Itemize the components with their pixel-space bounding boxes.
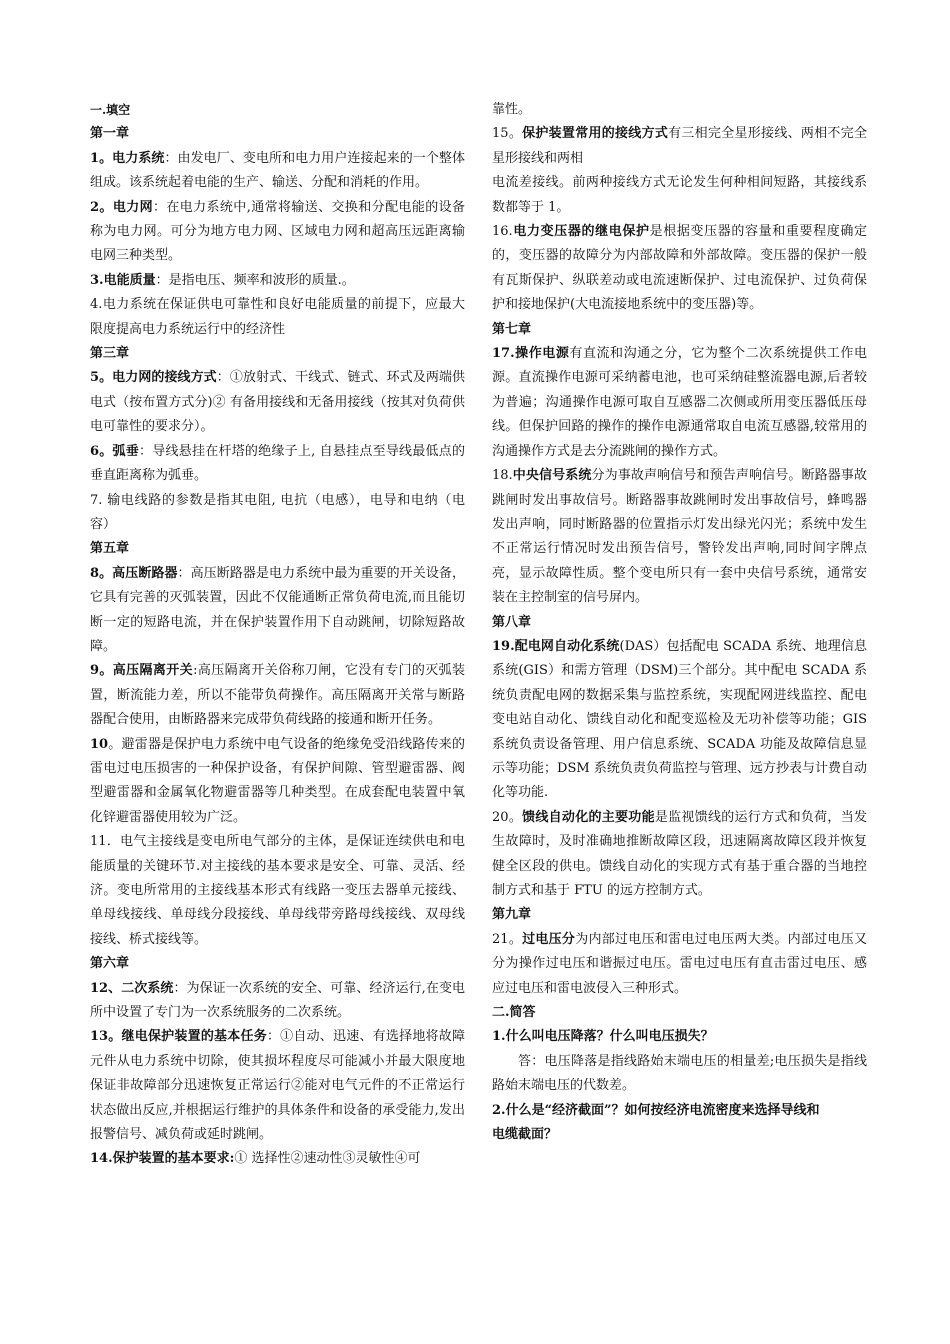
- item-18: 18.中央信号系统分为事故声响信号和预告声响信号。断路器事故跳闸时发出事故信号。断路器事故跳闸时发出事故信号，蜂鸣器发出声响，同时断路器的位置指示灯发出绿光闪光；系统中发生不正常运行情况时发出预告信号，警铃发出声响,同时间字牌点亮，显示故障性质。整个变电所只有一套中央信号系统，通常安装在主控制室的信号屏内。: [492, 468, 867, 606]
- item-term: 9。高压隔离开关: [90, 663, 194, 679]
- item-1: 1。电力系统：由发电厂、变电所和电力用户连接起来的一个整体组成。该系统起着电能的生产、输送、分配和消耗的作用。: [90, 150, 465, 191]
- item-16: 16.电力变压器的继电保护是根据变压器的容量和重要程度确定的，变压器的故障分为内部故障和外部故障。变压器的保护一般有瓦斯保护、纵联差动或电流速断保护、过电流保护、过负荷保护和接地保护(大电流接地系统中的变压器)等。: [492, 224, 867, 313]
- item-term: 3.电能质量: [90, 272, 156, 288]
- item-7: 7. 输电线路的参数是指其电阻, 电抗（电感），电导和电纳（电容）: [90, 492, 465, 532]
- item-term: 19.配电网自动化系统: [492, 638, 620, 654]
- item-17: 17.操作电源有直流和沟通之分，它为整个二次系统提供工作电源。直流操作电源可采纳蓄电池，也可采纳硅整流器电源,后者较为普遍；沟通操作电源可取自互感器二次侧或所用变压器低压母线。但保护回路的操作的操作电源通常取自电流互感器,较常用的沟通操作方式是去分流跳闸的操作方式。: [492, 346, 867, 459]
- item-12: 12、二次系统：为保证一次系统的安全、可靠、经济运行,在变电所中设置了专门为一次系统服务的二次系统。: [90, 980, 466, 1021]
- item-term: 电力变压器的继电保护: [512, 224, 650, 240]
- item-10: 10。避雷器是保护电力系统中电气设备的绝缘免受沿线路传来的雷电过电压损害的一种保护设备，有保护间隙、管型避雷器、阀型避雷器和金属氧化物避雷器等几种类型。在成套配电装置中氧化锌避雷器使用较为广泛。: [90, 736, 465, 825]
- item-term: 14.保护装置的基本要求:: [90, 1151, 235, 1167]
- question-2-continued: 电缆截面？: [492, 1127, 558, 1143]
- item-term: 6。弧垂: [90, 443, 140, 459]
- chapter-heading: 第八章: [492, 614, 532, 630]
- item-term: 12、二次系统: [90, 980, 174, 996]
- chapter-heading: 第七章: [492, 321, 532, 337]
- answer-1: 答：电压降落是指线路始末端电压的相量差;电压损失是指线路始末端电压的代数差。: [492, 1053, 867, 1094]
- chapter-heading: 第一章: [90, 126, 130, 142]
- question-2: 2.什么是“经济截面”？如何按经济电流密度来选择导线和: [492, 1102, 820, 1118]
- item-20: 20。馈线自动化的主要功能是监视馈线的运行方式和负荷，当发生故障时，及时准确地推断故障区段，迅速隔离故障区段并恢复健全区段的供电。馈线自动化的实现方式有基于重合器的当地控制方式和基于 FTU 的远方控制方式。: [492, 809, 867, 898]
- item-5: 5。电力网的接线方式：①放射式、干线式、链式、环式及两端供电式（按布置方式分)② 有备用接线和无备用接线（按其对负荷供电可靠性的要求分）。: [90, 370, 465, 435]
- item-15-continued: 电流差接线。前两种接线方式无论发生何种相间短路，其接线系数都等于 1。: [492, 175, 867, 215]
- chapter-heading: 第三章: [90, 346, 130, 362]
- item-11: 11．电气主接线是变电所电气部分的主体，是保证连续供电和电能质量的关键环节.对主接线的基本要求是安全、可靠、灵活、经济。变电所常用的主接线基本形式有线路一变压去器单元接线、单母线接线、单母线分段接线、单母线带旁路母线接线、双母线接线、桥式接线等。: [90, 834, 465, 947]
- item-15: 15。保护装置常用的接线方式有三相完全星形接线、两相不完全星形接线和两相: [492, 126, 867, 166]
- left-column: [90, 98, 465, 1172]
- item-3: 3.电能质量：是指电压、频率和波形的质量.。: [90, 272, 355, 288]
- item-term: 10: [90, 736, 109, 752]
- chapter-heading: 第九章: [492, 907, 532, 923]
- question-1: 1.什么叫电压降落？什么叫电压损失？: [492, 1029, 714, 1045]
- section-title-short-answer: 二.简答: [492, 1005, 536, 1021]
- item-term: 过电压分: [522, 931, 576, 947]
- section-title-fill-blank: 一.填空: [90, 103, 131, 117]
- item-term: 中央信号系统: [512, 468, 592, 484]
- chapter-heading: 第五章: [90, 541, 130, 557]
- item-term: 1。电力系统: [90, 150, 165, 166]
- item-8: 8。高压断路器：高压断路器是电力系统中最为重要的开关设备，它具有完善的灭弧装置，因此不仅能通断正常负荷电流,而且能切断一定的短路电流，并在保护装置作用下自动跳闸，切除短路故障。: [90, 565, 465, 654]
- item-2: 2。电力网：在电力系统中,通常将输送、交换和分配电能的设备称为电力网。可分为地方电力网、区域电力网和超高压远距离输电网三种类型。: [90, 199, 465, 264]
- item-term: 13。继电保护装置的基本任务: [90, 1029, 267, 1045]
- item-14-continued: 靠性。: [492, 102, 532, 117]
- item-21: 21。过电压分为内部过电压和雷电过电压两大类。内部过电压又分为操作过电压和谐振过电压。雷电过电压有直击雷过电压、感应过电压和雷电波侵入三种形式。: [492, 931, 867, 996]
- item-4: 4.电力系统在保证供电可靠性和良好电能质量的前提下，应最大限度提高电力系统运行中的经济性: [90, 297, 465, 337]
- item-6: 6。弧垂：导线悬挂在杆塔的绝缘子上, 自悬挂点至导线最低点的垂直距离称为弧垂。: [90, 443, 466, 484]
- item-term: 17.操作电源: [492, 346, 570, 362]
- item-term: 5。电力网的接线方式: [90, 370, 217, 386]
- item-19: 19.配电网自动化系统(DAS）包括配电 SCADA 系统、地理信息系统(GIS）和需方管理（DSM)三个部分。其中配电 SCADA 系统负责配电网的数据采集与监控系统，实现配网进线监控、配电变电站自动化、馈线自动化和配变巡检及无功补偿等功能；GIS 系统负责设备管理、用户信息系统、SCADA 功能及故障信息显示等功能；DSM 系统负责负荷监控与管理、远方抄表与计费自动化等功能.: [492, 638, 867, 801]
- item-13: 13。继电保护装置的基本任务：①自动、迅速、有选择地将故障元件从电力系统中切除，使其损坏程度尽可能减小并最大限度地保证非故障部分迅速恢复正常运行②能对电气元件的不正常运行状态做出反应,并根据运行维护的具体条件和设备的承受能力,发出报警信号、减负荷或延时跳闸。: [90, 1029, 465, 1143]
- chapter-heading: 第六章: [90, 956, 130, 972]
- item-term: 2。电力网: [90, 199, 153, 215]
- item-term: 馈线自动化的主要功能: [522, 809, 655, 825]
- right-column: [492, 98, 867, 1147]
- item-term: 保护装置常用的接线方式: [522, 126, 669, 142]
- item-9: 9。高压隔离开关:高压隔离开关俗称刀闸，它没有专门的灭弧装置，断流能力差，所以不能带负荷操作。高压隔离开关常与断路器配合使用，由断路器来完成带负荷线路的接通和断开任务。: [90, 663, 466, 728]
- item-14: 14.保护装置的基本要求:① 选择性②速动性③灵敏性④可: [90, 1151, 421, 1167]
- item-term: 8。高压断路器: [90, 565, 178, 581]
